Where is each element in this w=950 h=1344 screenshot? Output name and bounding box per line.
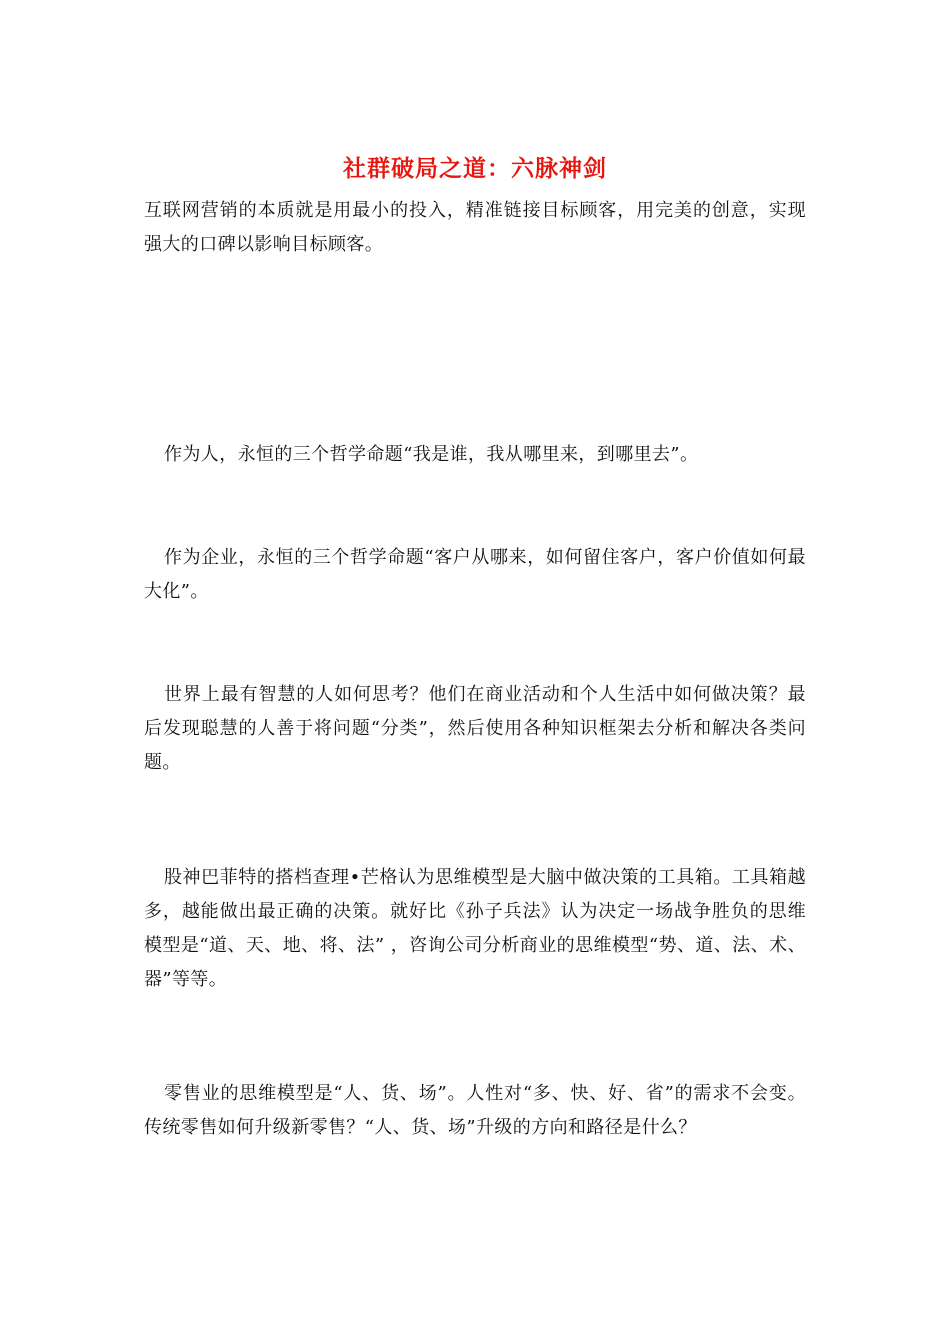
paragraph-mental-models: 股神巴菲特的搭档查理•芒格认为思维模型是大脑中做决策的工具箱。工具箱越多，越能做出最正确的决策。就好比《孙子兵法》认为决定一场战争胜负的思维模型是“道、天、地、将、法” ，咨询公司分析商业的思维模型“势、道、法、术、器”等等。: [144, 867, 806, 990]
paragraph-wise-thinking: 世界上最有智慧的人如何思考？他们在商业活动和个人生活中如何做决策？最后发现聪慧的人善于将问题“分类”，然后使用各种知识框架去分析和解决各类问题。: [144, 684, 806, 773]
paragraph-person-questions: 作为人，永恒的三个哲学命题“我是谁，我从哪里来，到哪里去”。: [164, 444, 699, 465]
paragraph-intro: 互联网营销的本质就是用最小的投入，精准链接目标顾客，用完美的创意，实现强大的口碑以影响目标顾客。: [144, 200, 806, 255]
paragraph-retail-model: 零售业的思维模型是“人、货、场”。人性对“多、快、好、省”的需求不会变。传统零售如何升级新零售？“人、货、场”升级的方向和路径是什么？: [144, 1083, 806, 1138]
document-title: 社群破局之道：六脉神剑: [343, 155, 607, 182]
paragraph-enterprise-questions: 作为企业，永恒的三个哲学命题“客户从哪来，如何留住客户，客户价值如何最大化”。: [144, 547, 806, 602]
